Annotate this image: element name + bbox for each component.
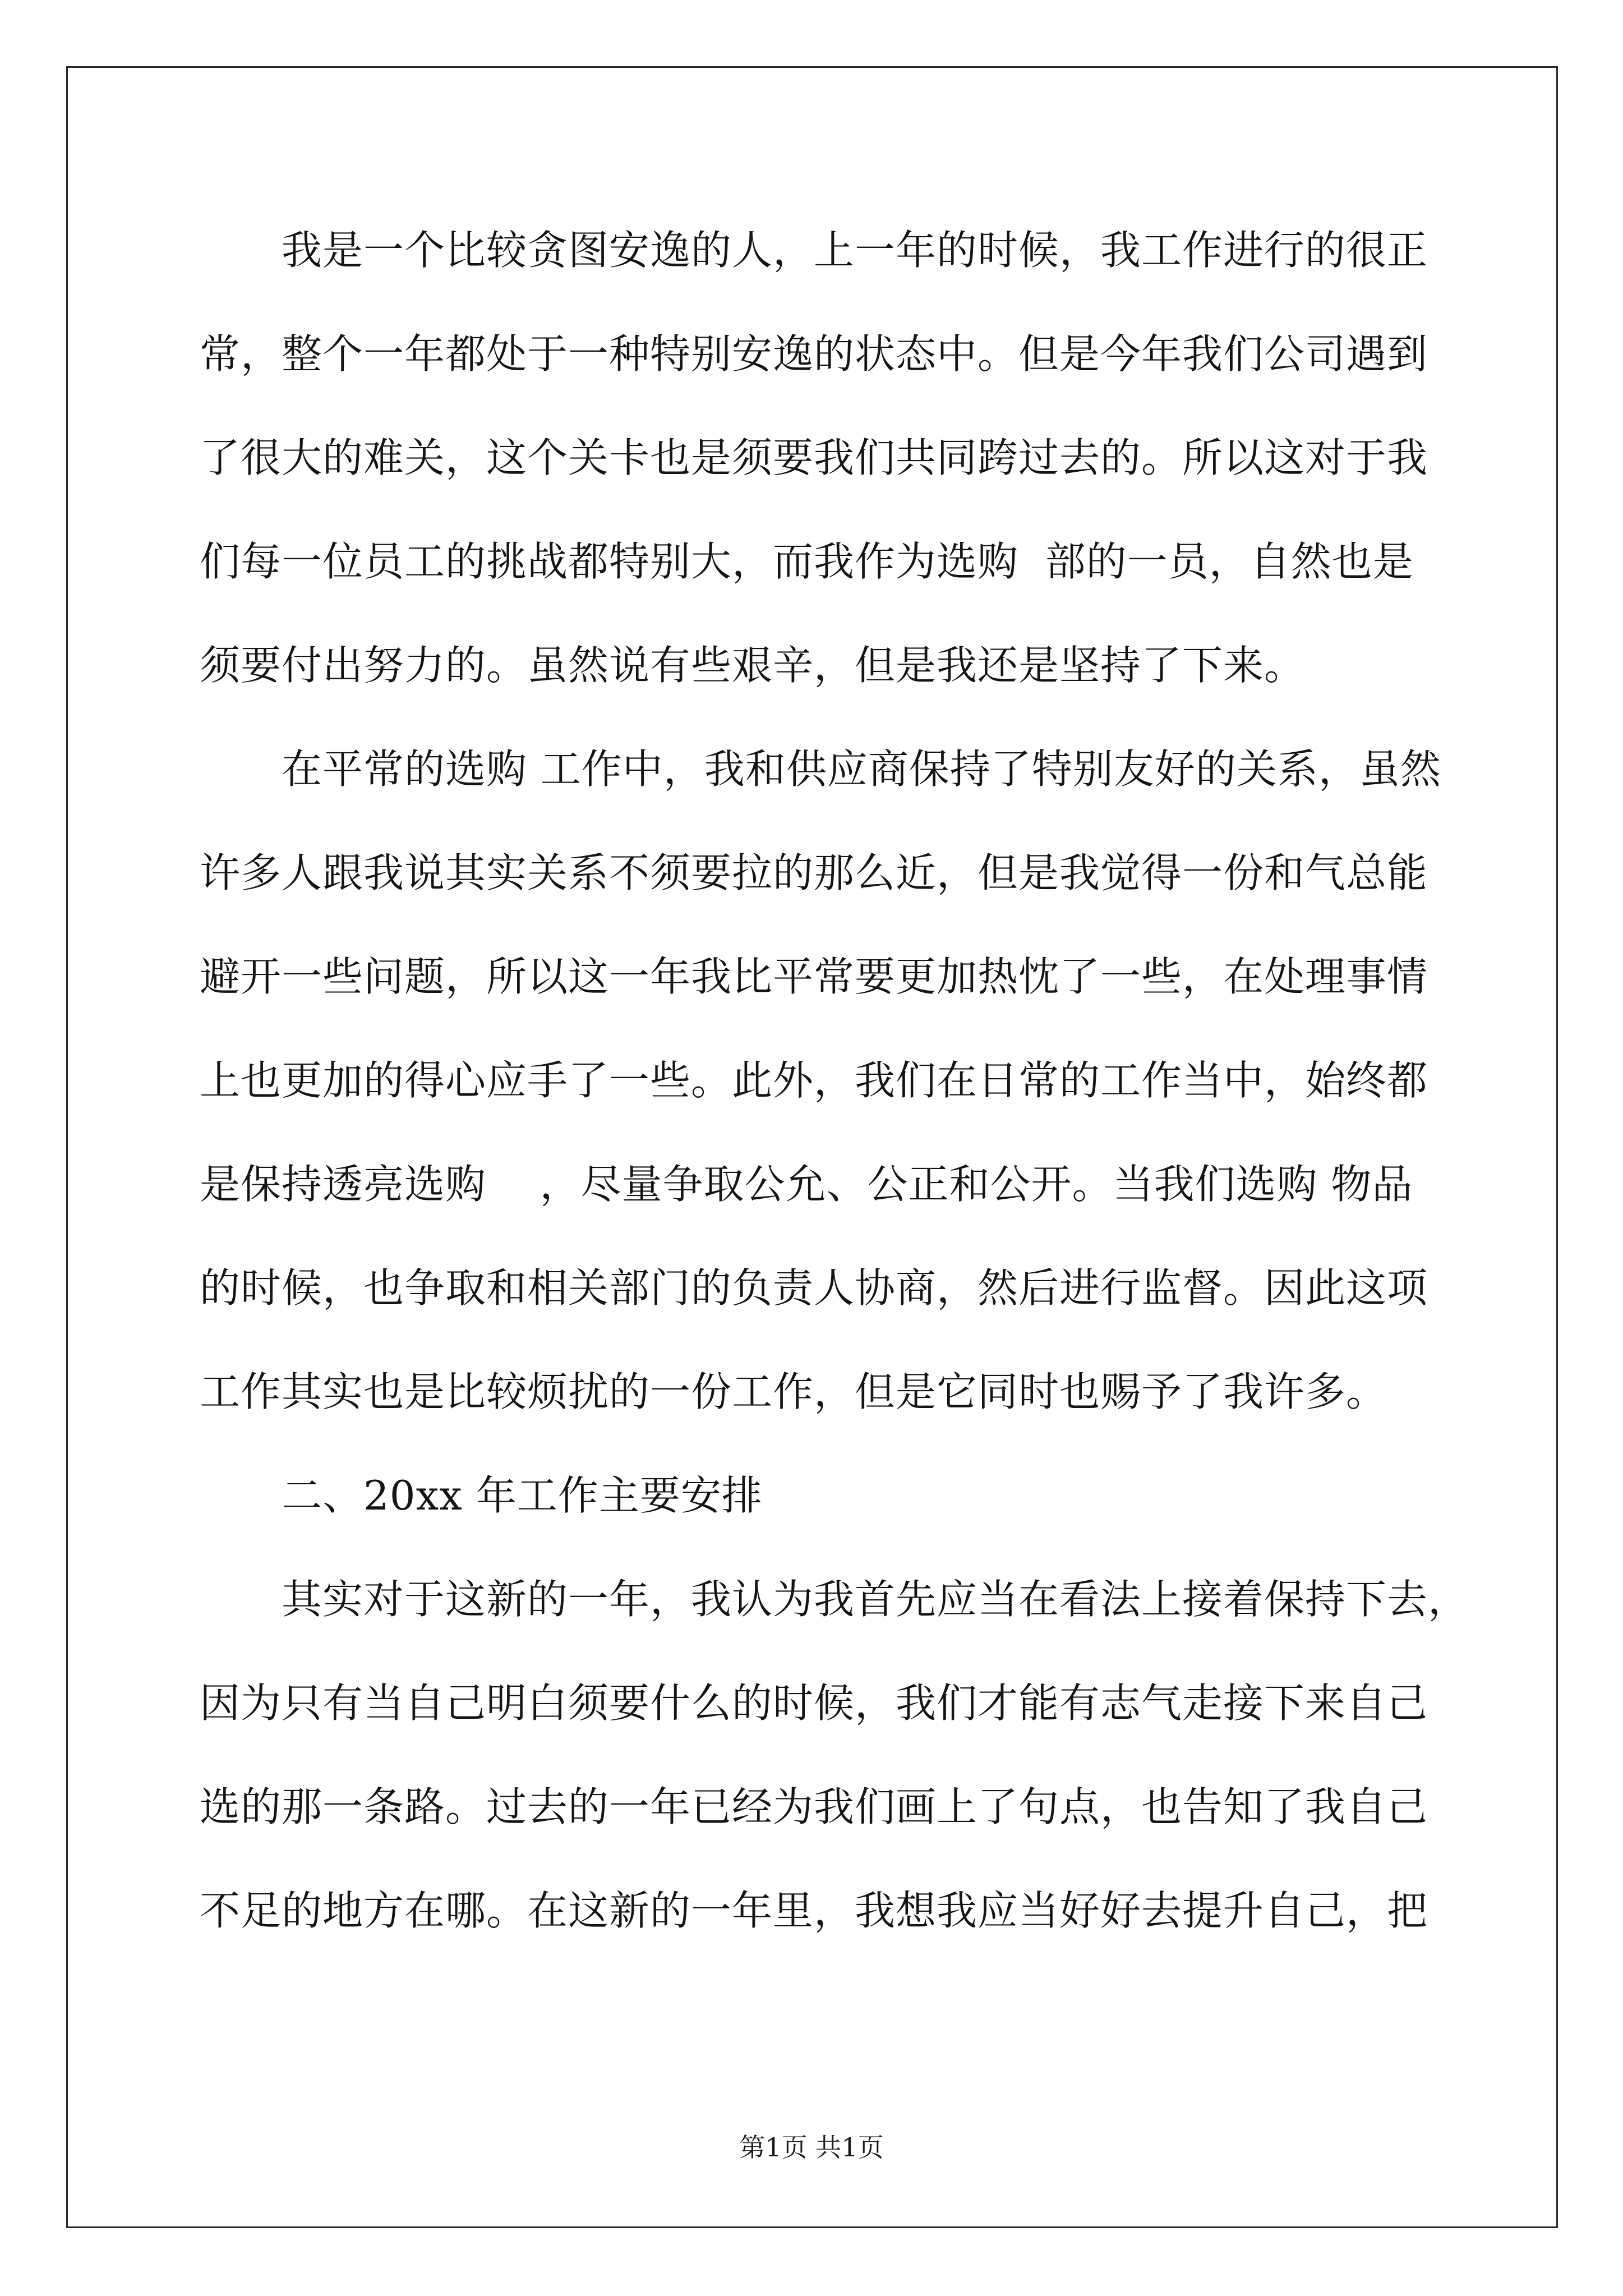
paragraph-2-line-3: 避开一些问题，所以这一年我比平常要更加热忱了一些，在处理事情 [200, 953, 1428, 1000]
paragraph-3-line-3: 选的那一条路。过去的一年已经为我们画上了句点，也告知了我自己 [200, 1783, 1428, 1830]
paragraph-3-line-1: 其实对于这新的一年，我认为我首先应当在看法上接着保持下去， [282, 1576, 1469, 1623]
paragraph-2-line-2: 许多人跟我说其实关系不须要拉的那么近，但是我觉得一份和气总能 [200, 849, 1428, 896]
paragraph-1-line-1: 我是一个比较贪图安逸的人，上一年的时候，我工作进行的很正 [282, 227, 1428, 274]
paragraph-1-line-2: 常，整个一年都处于一种特别安逸的状态中。但是今年我们公司遇到 [200, 330, 1428, 378]
section-heading: 二、20xx 年工作主要安排 [282, 1472, 763, 1519]
paragraph-3-line-4: 不足的地方在哪。在这新的一年里，我想我应当好好去提升自己，把 [200, 1887, 1428, 1934]
page-number-footer: 第1页 共1页 [739, 2132, 884, 2162]
paragraph-1-line-3: 了很大的难关，这个关卡也是须要我们共同跨过去的。所以这对于我 [200, 434, 1428, 481]
paragraph-2-line-5: 是保持透亮选购 ，尽量争取公允、公正和公开。当我们选购 物品 [200, 1161, 1413, 1208]
paragraph-2-line-1: 在平常的选购 工作中，我和供应商保持了特别友好的关系，虽然 [282, 746, 1441, 793]
paragraph-2-line-4: 上也更加的得心应手了一些。此外，我们在日常的工作当中，始终都 [200, 1057, 1428, 1104]
paragraph-2-line-6: 的时候，也争取和相关部门的负责人协商，然后进行监督。因此这项 [200, 1264, 1428, 1312]
paragraph-2-line-7: 工作其实也是比较烦扰的一份工作，但是它同时也赐予了我许多。 [200, 1368, 1387, 1415]
paragraph-1-line-4: 们每一位员工的挑战都特别大，而我作为选购 部的一员，自然也是 [200, 538, 1414, 585]
paragraph-1-line-5: 须要付出努力的。虽然说有些艰辛，但是我还是坚持了下来。 [200, 642, 1306, 689]
paragraph-3-line-2: 因为只有当自己明白须要什么的时候，我们才能有志气走接下来自己 [200, 1680, 1428, 1727]
